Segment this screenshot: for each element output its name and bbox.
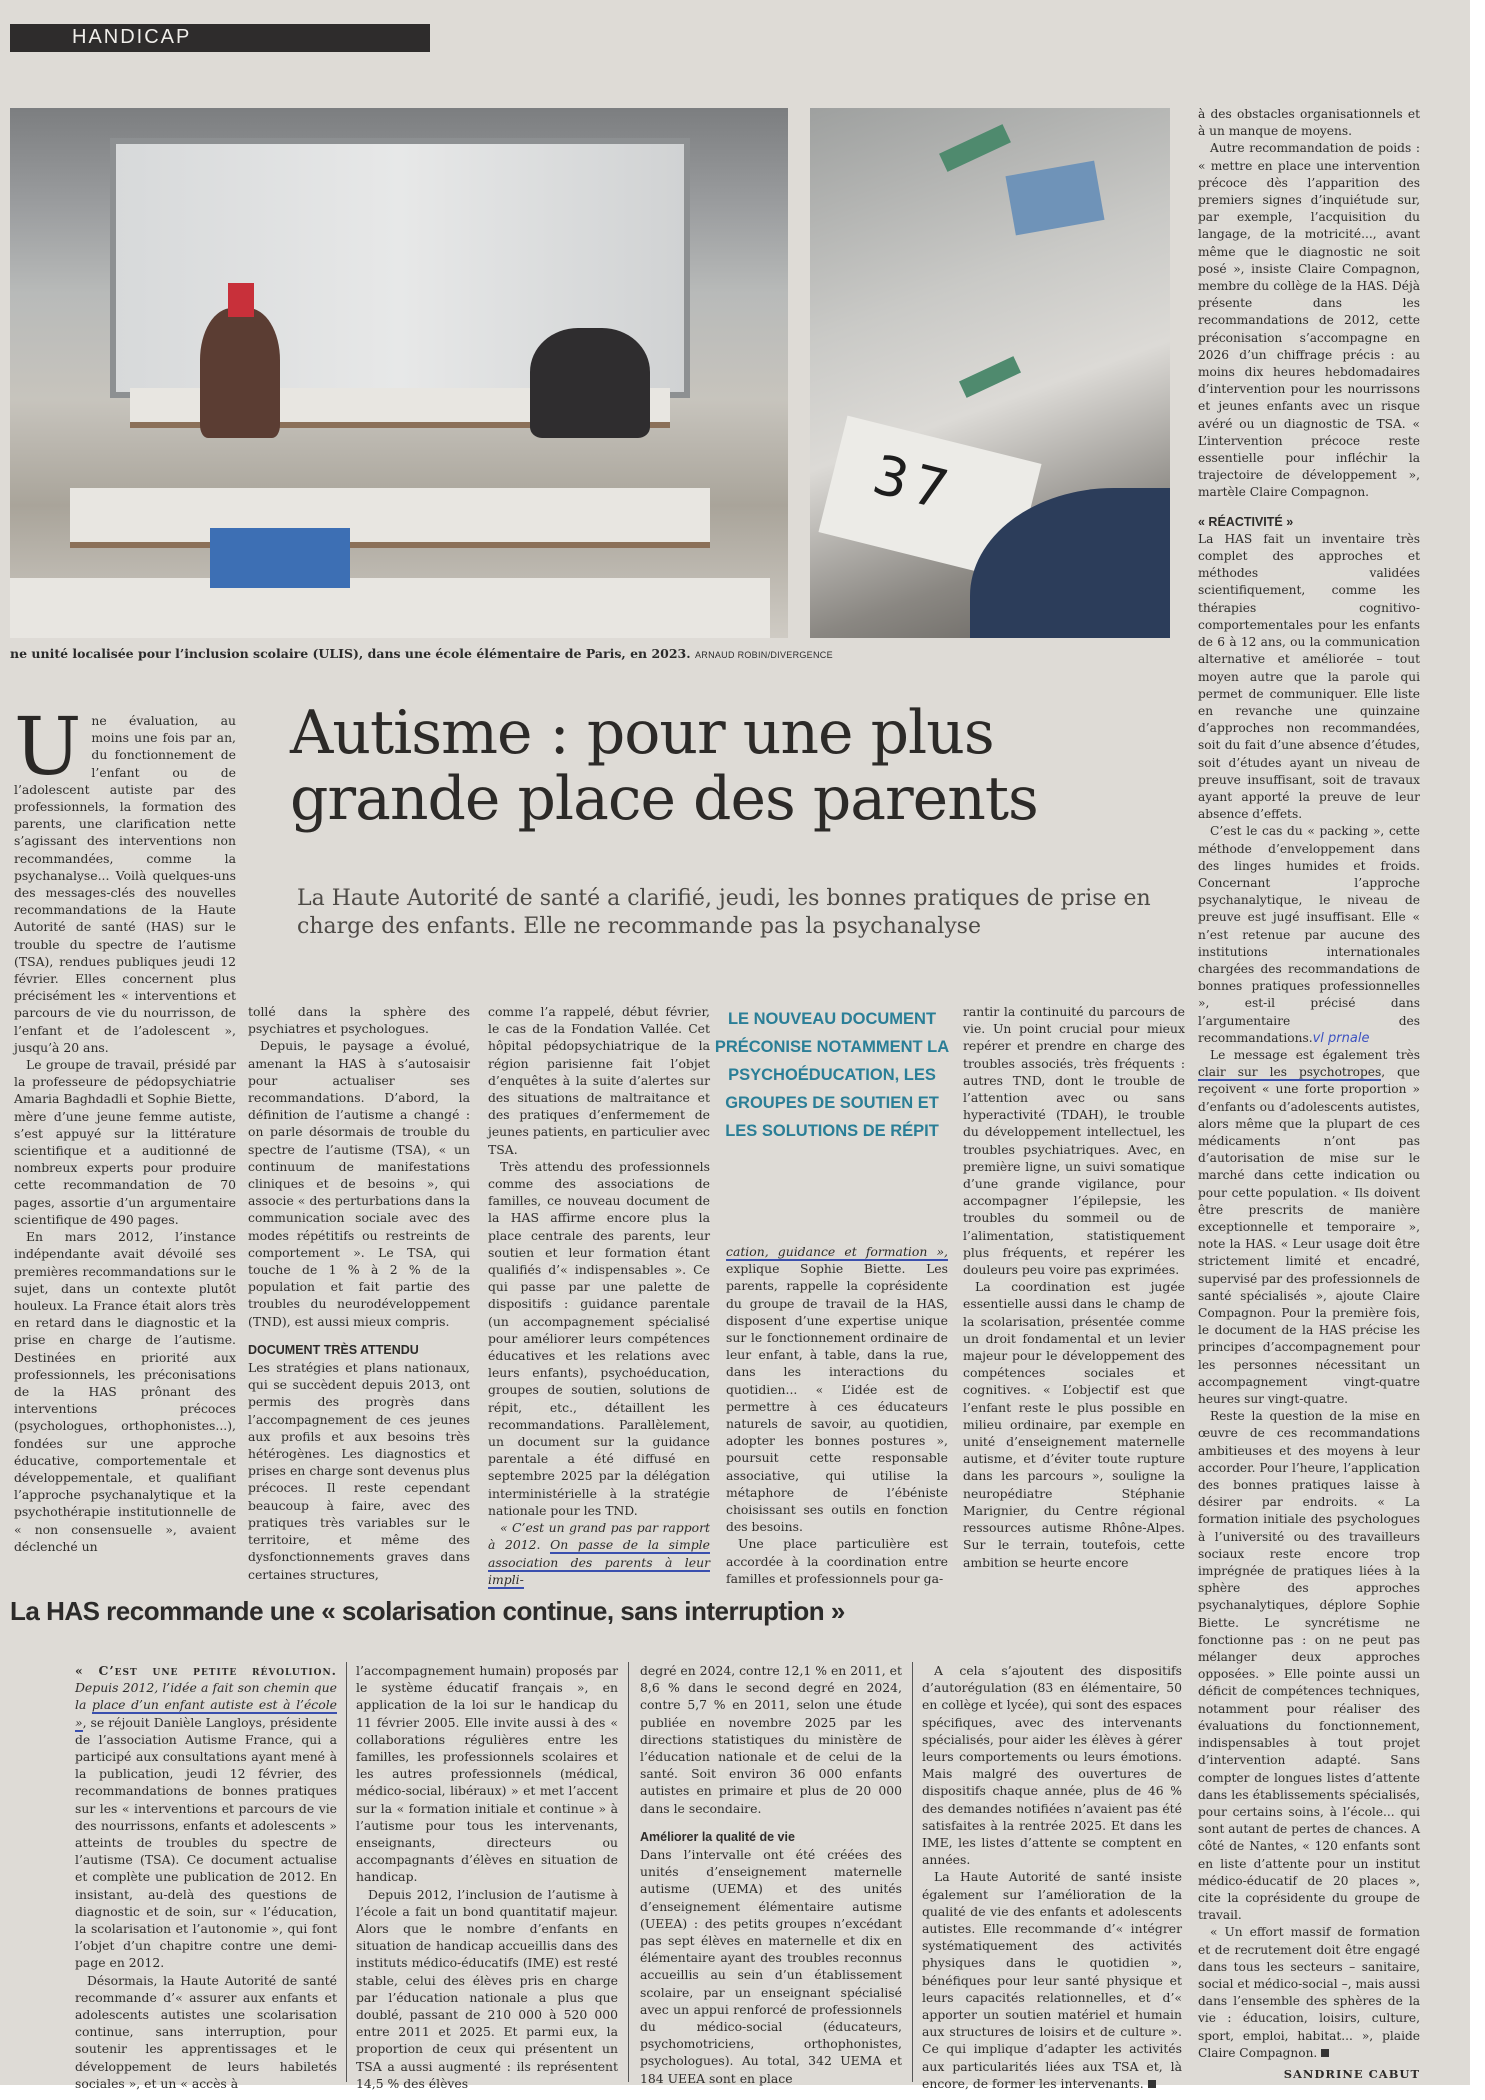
- paragraph: Le groupe de travail, présidé par la professeure de pédopsychiatrie Amaria Baghdadli et Sophie Biette, mère d’une jeune femme autiste, s’est appuyé sur la littérature scientifique et a auditionné de nombreux experts pour produire cette recommandation de 70 pages, assortie d’un argumentaire scientifique de 490 pages.: [14, 1057, 236, 1227]
- sidebar-column-4: [922, 1662, 1182, 2092]
- drop-cap: U: [14, 700, 82, 793]
- paragraph: tollé dans la sphère des psychiatres et psychologues.: [248, 1004, 470, 1037]
- caption-text: ne unité localisée pour l’inclusion scolaire (ULIS), dans une école élémentaire de Paris, en 2023.: [10, 646, 691, 661]
- paragraph: Dans l’intervalle ont été créées des unités d’enseignement maternelle autisme (UEMA) et des unités d’enseignement élémentaire autisme (UEEA) : des petits groupes n’excédant pas sept élèves en maternelle et dix en élémentaire ayant des troubles reconnus accueillis au sein d’un établissement scolaire, par un enseignant spécialisé avec un appui renforcé de professionnels du médico-social (éducateurs, psychomotriciens, orthophonistes, psychologues). Au total, 342 UEMA et 184 UEEA sont en place: [640, 1847, 902, 2086]
- pen-underline: On passe de la simple association des parents à leur impli-: [488, 1537, 710, 1587]
- sidebar-column-1: [75, 1662, 337, 2092]
- pen-underline: cation, guidance et formation »,: [726, 1244, 948, 1259]
- paragraph: cation, guidance et formation », explique Sophie Biette. Les parents, rappelle la coprésidente du groupe de travail de la HAS, disposent d’une expertise unique sur le fonctionnement ordinaire de leur enfant, à table, dans la rue, dans les interactions du quotidien... « L’idée est de permettre à ces éducateurs naturels de savoir, au quotidien, adopter les bonnes postures », poursuit cette responsable associative, qui utilise la métaphore de l’ébéniste choisissant ses outils en fonction des besoins.: [726, 1244, 948, 1535]
- paragraph: Autre recommandation de poids : « mettre en place une intervention précoce dès l’apparition des premiers signes d’inquiétude sur, par exemple, l’acquisition du langage, de la motricité..., avant même que le diagnostic ne soit posé », insiste Claire Compagnon, membre du collège de la HAS. Déjà présente dans les recommandations de 2012, cette préconisation s’accompagne en 2026 d’un chiffrage précis : au moins dix heures hebdomadaires d’intervention pour les nourrissons et jeunes enfants avec un risque avéré ou un diagnostic de TSA. « L’intervention précoce reste essentielle pour infléchir la trajectoire de développement », martèle Claire Compagnon.: [1198, 141, 1420, 500]
- paragraph: Depuis, le paysage a évolué, amenant la HAS à s’autosaisir pour actualiser ses recommandations. D’abord, la définition de l’autisme a changé : on parle désormais de trouble du spectre de l’autisme (TSA), « un continuum de manifestations cliniques et de besoins », qui associe « des perturbations dans la communication sociale avec des modes répétitifs ou restreints de comportement ». Le TSA, qui touche de 1 % à 2 % de la population et fait partie des troubles du neurodéveloppement (TND), est aussi mieux compris.: [248, 1038, 470, 1329]
- paragraph: Désormais, la Haute Autorité de santé recommande d’« assurer aux enfants et adolescents autistes une scolarisation continue, sans interruption, pour soutenir les apprentissages et le développement de leurs habiletés sociales », et un « accès à: [75, 1972, 337, 2091]
- paragraph: Les stratégies et plans nationaux, qui se succèdent depuis 2013, ont permis des progrès dans l’accompagnement de ces jeunes aux profils et aux besoins très hétérogènes. Les diagnostics et prises en charge sont devenus plus précoces. Il reste cependant beaucoup à faire, avec des pratiques très variables sur le territoire, et même des dysfonctionnements graves dans certaines structures,: [248, 1360, 470, 1582]
- paragraph: Reste la question de la mise en œuvre de ces recommandations ambitieuses et des moyens à leur accorder. Pour l’heure, l’application des bonnes pratiques laisse à désirer par endroits. « La formation initiale des psychologues à l’université ou des travailleurs sociaux reste encore trop imprégnée de pratiques liées à la sphère des approches psychanalytiques, déplore Sophie Biette. Le syncrétisme ne fonctionne pas : on ne peut pas mélanger deux approches opposées. » Elle pointe aussi un déficit de compétences techniques, notamment pour réaliser des évaluations du fonctionnement, indispensables à tout projet d’intervention adapté. Sans compter de longues listes d’attente dans les établissements spécialisés, pour certains soins, à l’école... qui sont autant de pertes de chances. A côté de Nantes, « 120 enfants sont en liste d’attente pour un institut médico-éducatif de 20 places », cite la coprésidente du groupe de travail.: [1198, 1409, 1420, 1923]
- sidebar-title: La HAS recommande une « scolarisation continue, sans interruption »: [10, 1596, 845, 1626]
- sidebar-column-3: [640, 1662, 902, 2087]
- column-divider: [346, 1662, 347, 2082]
- paragraph: U ne évaluation, au moins une fois par an, du fonctionnement de l’enfant ou de l’adolescent autiste par des professionnels, la formation des parents, une clarification nette s’agissant des interventions non recommandées, comme la psychanalyse... Voilà quelques-uns des messages-clés des nouvelles recommandations de la Haute Autorité de santé (HAS) sur le trouble du spectre de l’autisme (TSA), rendues publiques jeudi 12 février. Elles concernent plus précisément les « interventions et parcours de vie du nourrisson, de l’enfant et de l’adolescent », jusqu’à 20 ans.: [14, 700, 236, 1055]
- article-column-2: [248, 1003, 470, 1583]
- paragraph: « C’est une petite révolution. Depuis 2012, l’idée a fait son chemin que la place d’un enfant autiste est à l’école », se réjouit Danièle Langloys, présidente de l’association Autisme France, qui a participé aux consultations ayant mené à la publication, jeudi 12 février, des recommandations de bonnes pratiques sur les « interventions et parcours de vie des nourrissons, enfants et adolescents » atteints de troubles du spectre de l’autisme (TSA). Ce document actualise et complète une publication de 2012. En insistant, au-delà des questions de diagnostic et de soin, sur « l’éducation, la scolarisation et l’autonomie », qui font l’objet d’un chapitre contre une demi-page en 2012.: [75, 1663, 337, 1971]
- standfirst: La Haute Autorité de santé a clarifié, jeudi, les bonnes pratiques de prise en charge des enfants. Elle ne recommande pas la psychanalyse: [297, 886, 1151, 939]
- paragraph: La coordination est jugée essentielle aussi dans le champ de la scolarisation, présentée comme un droit fondamental et un levier majeur pour le développement des compétences sociales et cognitives. « L’objectif est que l’enfant reste le plus possible en milieu ordinaire, par exemple en unité d’enseignement maternelle autisme, et d’éviter toute rupture dans les parcours », souligne la neuropédiatre Stéphanie Marignier, du Centre régional ressources autisme Rhône-Alpes. Sur le terrain, toutefois, cette ambition se heurte encore: [963, 1279, 1185, 1570]
- child-figure: [530, 328, 650, 438]
- paragraph: Très attendu des professionnels comme des associations de familles, ce nouveau document de la HAS affirme encore plus la place centrale des parents, leur soutien et leur formation étant qualifiés d’« indispensables ». Ce qui passe par une palette de dispositifs : guidance parentale (un accompagnement spécialisé pour améliorer leurs compétences éducatives et les relations avec leurs enfants), psychoéducation, groupes de soutien, solutions de répit, etc., détaillent les recommandations. Parallèlement, un document sur la guidance parentale a été diffusé en septembre 2025 par la délégation interministérielle à la stratégie nationale pour les TND.: [488, 1158, 710, 1518]
- photo-credit: ARNAUD ROBIN/DIVERGENCE: [694, 650, 833, 660]
- article-column-6: [1198, 106, 1420, 2083]
- paragraph: rantir la continuité du parcours de vie. Un point crucial pour mieux repérer et prendre en charge des troubles associés, très fréquents : autres TND, dont le trouble de l’attention avec ou sans hyperactivité (TDAH), le trouble du développement intellectuel, les troubles psychiatriques. Avec, en première ligne, un suivi somatique d’une grande vigilance, pour accompagner l’épilepsie, les troubles du sommeil ou de l’alimentation, statistiquement plus fréquents, et repérer les douleurs peu voire pas exprimées.: [963, 1004, 1185, 1278]
- desk: [10, 578, 770, 638]
- green-block: [959, 356, 1021, 398]
- headline-line-1: Autisme : pour une plus: [290, 698, 994, 768]
- handwritten-note: vl prnale: [1312, 1030, 1370, 1046]
- paragraph: l’accompagnement humain) proposés par le système éducatif français », en application de la loi sur le handicap du 11 février 2005. Elle invite aussi à des « collaborations régulières entre les familles, les professionnels scolaires et les autres professionnels (médical, médico-social, libéraux) » et met l’accent sur la « formation initiale et continue » à l’autisme pour tous les intervenants, enseignants, directeurs ou accompagnants d’élèves en situation de handicap.: [356, 1663, 618, 1885]
- number-card-photo: [810, 108, 1170, 638]
- paragraph: Une place particulière est accordée à la coordination entre familles et professionnels pour ga-: [726, 1536, 948, 1586]
- paragraph: Depuis 2012, l’inclusion de l’autisme à l’école a fait un bond quantitatif majeur. Alors que le nombre d’enfants en situation de handicap accueillis dans des instituts médico-éducatifs (IME) est resté stable, celui des élèves pris en charge par l’éducation nationale a plus que doublé, passant de 210 000 à 520 000 entre 2011 et 2025. Et parmi eux, la proportion de ceux qui présentent un TSA a aussi augmenté : ils représentent 14,5 % des élèves: [356, 1886, 618, 2091]
- paragraph: à des obstacles organisationnels et à un manque de moyens.: [1198, 107, 1420, 139]
- sidebar-column-2: [356, 1662, 618, 2092]
- column-divider: [628, 1662, 629, 2082]
- child-figure: [200, 308, 280, 438]
- blue-board: [210, 528, 350, 588]
- pull-quote: LE NOUVEAU DOCUMENT PRÉCONISE NOTAMMENT LA PSYCHOÉDUCATION, LES GROUPES DE SOUTIEN ET LES SOLUTIONS DE RÉPIT: [714, 1010, 950, 1140]
- blue-block: [1005, 161, 1104, 236]
- pen-underline: clair sur les psychotropes: [1198, 1065, 1382, 1080]
- paragraph: C’est le cas du « packing », cette méthode d’enveloppement dans des linges humides et froids. Concernant l’approche psychanalytique, le niveau de preuve est jugé insuffisant. Elle « n’est retenue par aucune des institutions internationales chargées des recommandations de bonnes pratiques professionnelles », est-il précisé dans l’argumentaire des recommandations.vl prnale: [1198, 824, 1420, 1046]
- paragraph: Le message est également très clair sur les psychotropes, que reçoivent « une forte proportion » d’enfants ou d’adolescents autistes, alors même que la plupart de ces médicaments n’ont pas d’autorisation de mise sur le marché dans cette indication ou pour cette population. « Ils doivent être prescrits de manière exceptionnelle et temporaire », note la HAS. « Leur usage doit être strictement limité et encadré, supervisé par des professionnels de santé spécialisés », ajoute Claire Compagnon. Pour la première fois, le document de la HAS précise les principes d’accompagnement pour les personnes nécessitant un accompagnement vingt-quatre heures sur vingt-quatre.: [1198, 1047, 1420, 1407]
- end-mark-icon: [1321, 2049, 1329, 2057]
- headline-line-2: grande place des parents: [290, 764, 1038, 834]
- article-column-1: [14, 700, 236, 1555]
- section-rubric: HANDICAP: [10, 24, 430, 52]
- subheading: « RÉACTIVITÉ »: [1198, 514, 1294, 529]
- desk: [70, 488, 710, 548]
- paragraph: En mars 2012, l’instance indépendante avait dévoilé ses premières recommandations sur le sujet, dans un contexte plutôt houleux. La France était alors très en retard dans le diagnostic et la prise en charge de l’autisme. Destinées en priorité aux professionnels, les préconisations de la HAS prônant des interventions précoces (psychologues, orthophonistes...), fondées sur une approche éducative, comportementale et développementale, et qualifiant l’approche psychanalytique et la psychothérapie institutionnelle de « non consensuelle », avaient déclenché un: [14, 1229, 236, 1554]
- number-card: [228, 283, 254, 317]
- paragraph: La Haute Autorité de santé insiste également sur l’amélioration de la qualité de vie des enfants et adolescents autistes. Elle recommande d’« intégrer systématiquement des activités physiques dans le quotidien », bénéfiques pour leur santé physique et leurs capacités relationnelles, et d’« apporter un soutien matériel et humain aux structures de loisirs et de culture ». Ce qui implique d’adapter les activités aux particularités liées aux TSA et, là encore, de former les intervenants.: [922, 1869, 1182, 2091]
- column-divider: [912, 1662, 913, 2082]
- end-mark-icon: [1148, 2080, 1156, 2088]
- paragraph: « C’est un grand pas par rapport à 2012. On passe de la simple association des parents à leur impli-: [488, 1520, 710, 1587]
- paragraph: La HAS fait un inventaire très complet des approches et méthodes validées scientifiquement, comme les thérapies cognitivo-comportementales pour les enfants de 6 à 12 ans, ou la communication alternative et améliorée – tout moyen autre que la parole qui permet de communiquer. Elle liste en revanche une quinzaine d’approches non recommandées, soit du fait d’une absence d’études, soit d’études ayant un niveau de preuve insuffisant, soit de travaux ayant apporté la preuve de leur absence d’effets.: [1198, 531, 1420, 822]
- subheading: DOCUMENT TRÈS ATTENDU: [248, 1342, 419, 1357]
- number-card-37: 37: [818, 416, 1041, 581]
- green-block: [939, 124, 1011, 172]
- author-byline: SANDRINE CABUT: [1283, 2066, 1420, 2081]
- paragraph: « Un effort massif de formation et de recrutement doit être engagé dans tous les secteurs – sanitaire, social et médico-social –, mais aussi dans l’ensemble des sphères de la vie : éducation, loisirs, culture, sport, emploi, habitat... », plaide Claire Compagnon.: [1198, 1925, 1420, 2060]
- pen-underline: place d’un enfant autiste est à l’école »: [75, 1697, 337, 1730]
- paragraph: degré en 2024, contre 12,1 % en 2011, et 8,6 % dans le second degré en 2024, contre 5,7 % en 2011, selon une étude publiée en novembre 2025 par les directions statistiques du ministère de l’éducation nationale et de celui de la santé. Soit environ 36 000 enfants autistes en primaire et plus de 20 000 dans le secondaire.: [640, 1663, 902, 1816]
- paragraph: comme l’a rappelé, début février, le cas de la Fondation Vallée. Cet hôpital pédopsychiatrique de la région parisienne fait l’objet d’enquêtes à la suite d’alertes sur des situations de maltraitance et des pratiques d’enfermement de jeunes patients, en particulier avec TSA.: [488, 1004, 710, 1157]
- paragraph: A cela s’ajoutent des dispositifs d’autorégulation (83 en élémentaire, 50 en collège et lycée), qui sont des espaces spécifiques, avec des intervenants spécialisés, pour aider les élèves à gérer leurs comportements ou leurs émotions. Mais malgré des ouvertures de dispositifs chaque année, plus de 46 % des demandes notifiées n’avaient pas été satisfaites à la rentrée 2025. Et dans les IME, les listes d’attente se comptent en années.: [922, 1663, 1182, 1868]
- article-column-3: [488, 1003, 710, 1588]
- subheading: Améliorer la qualité de vie: [640, 1829, 795, 1844]
- article-column-4: [726, 1243, 948, 1587]
- photo-caption: [10, 646, 833, 661]
- headline: [290, 700, 1190, 832]
- classroom-photo: [10, 108, 788, 638]
- article-column-5: [963, 1003, 1185, 1571]
